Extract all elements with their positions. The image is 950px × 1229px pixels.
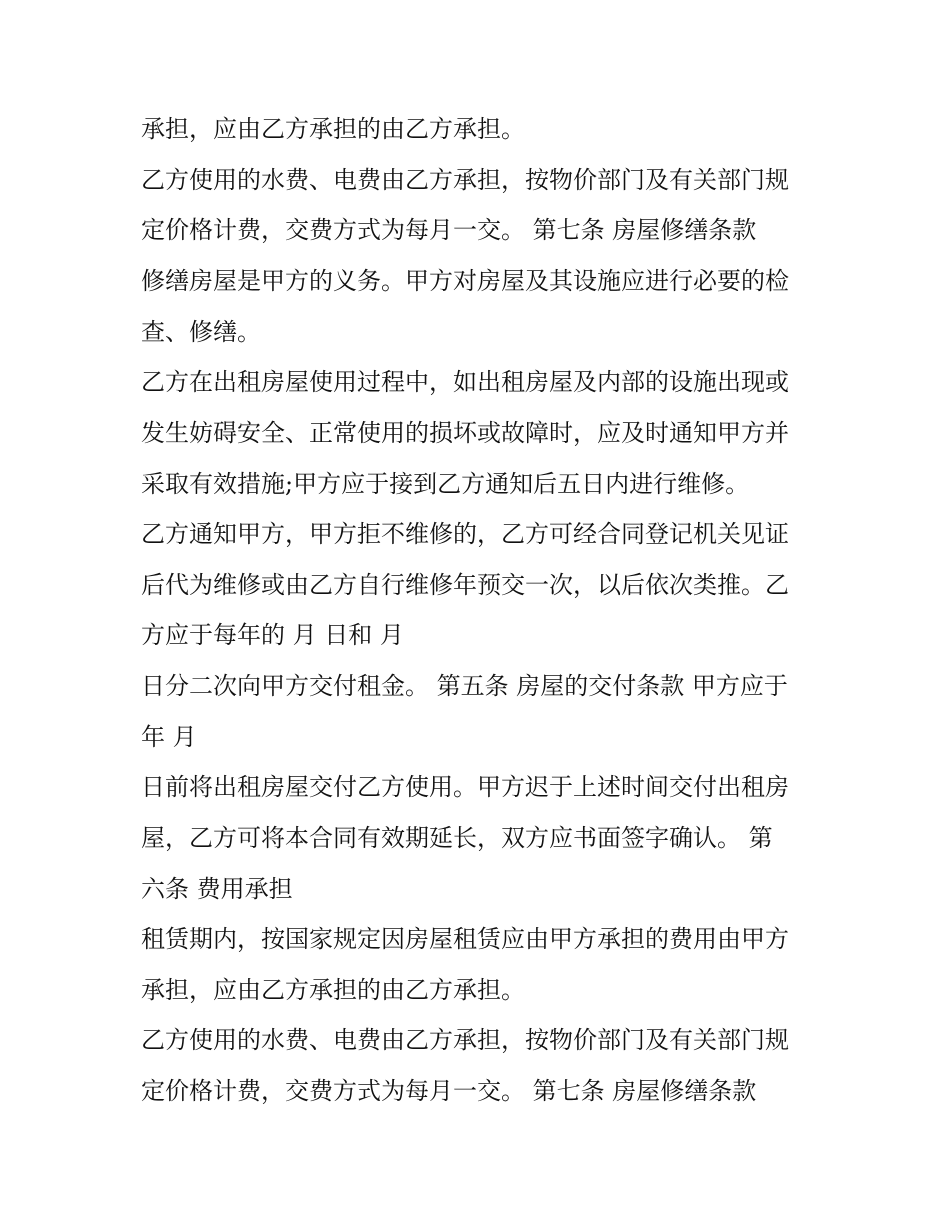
text-line: 租赁期内，按国家规定因房屋租赁应由甲方承担的费用由甲方 bbox=[141, 925, 789, 953]
text-line: 乙方在出租房屋使用过程中，如出租房屋及内部的设施出现或 bbox=[141, 368, 789, 396]
text-line: 后代为维修或由乙方自行维修年预交一次，以后依次类推。乙 bbox=[141, 571, 789, 599]
text-line: 年 月 bbox=[141, 723, 197, 751]
text-line: 方应于每年的 月 日和 月 bbox=[141, 621, 404, 649]
text-line: 修缮房屋是甲方的义务。甲方对房屋及其设施应进行必要的检 bbox=[141, 267, 789, 295]
text-line: 查、修缮。 bbox=[141, 318, 261, 346]
text-line: 六条 费用承担 bbox=[141, 875, 293, 903]
text-line: 屋，乙方可将本合同有效期延长，双方应书面签字确认。 第 bbox=[141, 824, 773, 852]
text-line: 乙方使用的水费、电费由乙方承担，按物价部门及有关部门规 bbox=[141, 1026, 789, 1054]
text-line: 日分二次向甲方交付租金。 第五条 房屋的交付条款 甲方应于 bbox=[141, 672, 788, 700]
text-line: 承担，应由乙方承担的由乙方承担。 bbox=[141, 115, 525, 143]
text-line: 采取有效措施;甲方应于接到乙方通知后五日内进行维修。 bbox=[141, 470, 750, 498]
text-line: 发生妨碍安全、正常使用的损坏或故障时，应及时通知甲方并 bbox=[141, 419, 789, 447]
text-line: 乙方使用的水费、电费由乙方承担，按物价部门及有关部门规 bbox=[141, 166, 789, 194]
text-line: 承担，应由乙方承担的由乙方承担。 bbox=[141, 976, 525, 1004]
text-line: 乙方通知甲方，甲方拒不维修的，乙方可经合同登记机关见证 bbox=[141, 520, 789, 548]
text-line: 日前将出租房屋交付乙方使用。甲方迟于上述时间交付出租房 bbox=[141, 773, 789, 801]
text-line: 定价格计费，交费方式为每月一交。 第七条 房屋修缮条款 bbox=[141, 216, 757, 244]
text-line: 定价格计费，交费方式为每月一交。 第七条 房屋修缮条款 bbox=[141, 1077, 757, 1105]
